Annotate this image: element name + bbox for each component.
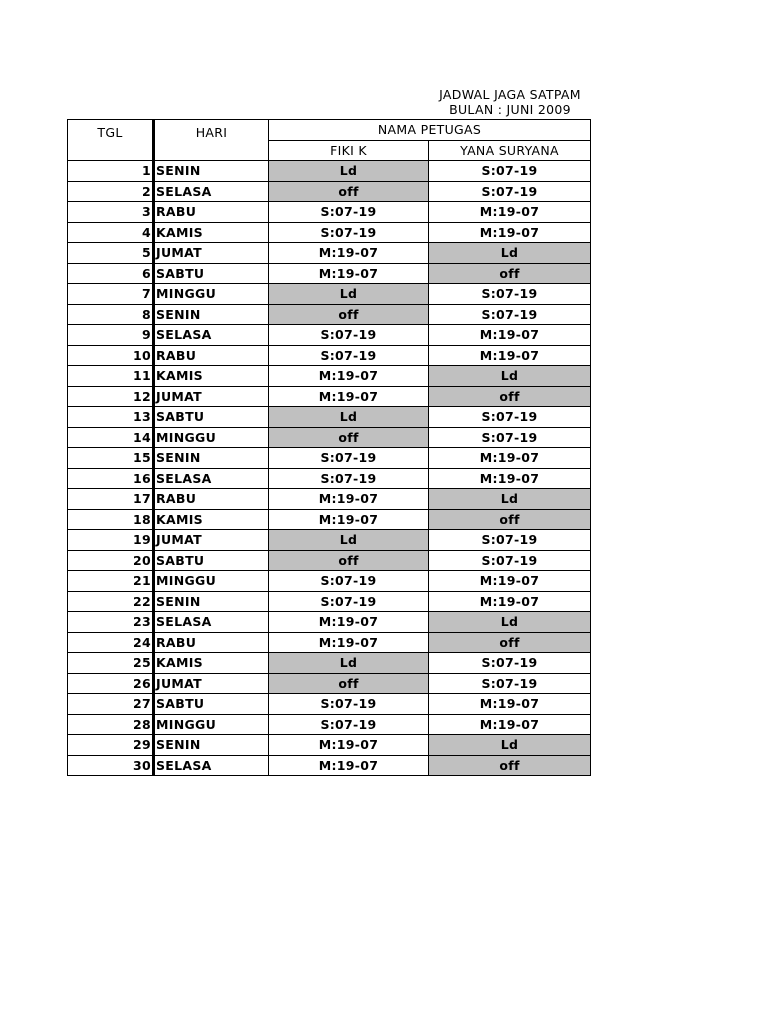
table-row xyxy=(68,325,591,346)
cell-hari: MINGGU xyxy=(154,427,269,448)
cell-tgl: 4 xyxy=(68,222,154,243)
cell-fiki-shift: M:19-07 xyxy=(269,489,429,510)
table-row xyxy=(68,755,591,776)
cell-tgl: 17 xyxy=(68,489,154,510)
cell-hari: SABTU xyxy=(154,407,269,428)
table-row xyxy=(68,284,591,305)
cell-hari: KAMIS xyxy=(154,222,269,243)
table-row xyxy=(68,345,591,366)
cell-fiki-shift: S:07-19 xyxy=(269,448,429,469)
header-row-top xyxy=(68,120,591,141)
cell-hari: SENIN xyxy=(154,304,269,325)
cell-fiki-shift: M:19-07 xyxy=(269,755,429,776)
cell-fiki-shift: off xyxy=(269,304,429,325)
cell-hari: SABTU xyxy=(154,694,269,715)
cell-yana-shift: M:19-07 xyxy=(429,202,591,223)
table-row xyxy=(68,222,591,243)
cell-hari: KAMIS xyxy=(154,509,269,530)
cell-tgl: 10 xyxy=(68,345,154,366)
table-row xyxy=(68,243,591,264)
cell-hari: SELASA xyxy=(154,468,269,489)
cell-fiki-shift: M:19-07 xyxy=(269,735,429,756)
cell-yana-shift: S:07-19 xyxy=(429,181,591,202)
table-row xyxy=(68,263,591,284)
table-row xyxy=(68,448,591,469)
table-row xyxy=(68,673,591,694)
cell-hari: SENIN xyxy=(154,591,269,612)
schedule-month: BULAN : JUNI 2009 xyxy=(449,102,571,117)
cell-tgl: 9 xyxy=(68,325,154,346)
cell-tgl: 30 xyxy=(68,755,154,776)
schedule-table xyxy=(67,119,591,776)
cell-hari: SENIN xyxy=(154,161,269,182)
cell-tgl: 25 xyxy=(68,653,154,674)
schedule-body xyxy=(68,161,591,776)
table-row xyxy=(68,304,591,325)
cell-hari: MINGGU xyxy=(154,714,269,735)
cell-yana-shift: M:19-07 xyxy=(429,448,591,469)
table-row xyxy=(68,550,591,571)
cell-hari: SENIN xyxy=(154,448,269,469)
cell-yana-shift: S:07-19 xyxy=(429,407,591,428)
cell-hari: RABU xyxy=(154,202,269,223)
cell-tgl: 26 xyxy=(68,673,154,694)
cell-hari: JUMAT xyxy=(154,243,269,264)
cell-fiki-shift: S:07-19 xyxy=(269,325,429,346)
cell-hari: SELASA xyxy=(154,755,269,776)
cell-tgl: 7 xyxy=(68,284,154,305)
cell-yana-shift: S:07-19 xyxy=(429,284,591,305)
table-row xyxy=(68,489,591,510)
cell-tgl: 22 xyxy=(68,591,154,612)
cell-tgl: 11 xyxy=(68,366,154,387)
cell-hari: JUMAT xyxy=(154,386,269,407)
cell-yana-shift: off xyxy=(429,263,591,284)
cell-hari: RABU xyxy=(154,489,269,510)
cell-tgl: 2 xyxy=(68,181,154,202)
cell-yana-shift: M:19-07 xyxy=(429,468,591,489)
cell-hari: SABTU xyxy=(154,263,269,284)
cell-hari: JUMAT xyxy=(154,673,269,694)
cell-fiki-shift: S:07-19 xyxy=(269,468,429,489)
cell-tgl: 1 xyxy=(68,161,154,182)
table-row xyxy=(68,530,591,551)
cell-fiki-shift: S:07-19 xyxy=(269,571,429,592)
table-row xyxy=(68,694,591,715)
table-row xyxy=(68,407,591,428)
cell-yana-shift: S:07-19 xyxy=(429,550,591,571)
cell-fiki-shift: Ld xyxy=(269,284,429,305)
cell-tgl: 15 xyxy=(68,448,154,469)
cell-yana-shift: off xyxy=(429,509,591,530)
cell-yana-shift: Ld xyxy=(429,243,591,264)
cell-fiki-shift: off xyxy=(269,181,429,202)
cell-yana-shift: M:19-07 xyxy=(429,571,591,592)
cell-hari: JUMAT xyxy=(154,530,269,551)
cell-tgl: 23 xyxy=(68,612,154,633)
table-row xyxy=(68,468,591,489)
table-row xyxy=(68,161,591,182)
cell-fiki-shift: M:19-07 xyxy=(269,509,429,530)
cell-yana-shift: M:19-07 xyxy=(429,325,591,346)
cell-tgl: 20 xyxy=(68,550,154,571)
column-header-nama-petugas: NAMA PETUGAS xyxy=(269,120,591,141)
table-row xyxy=(68,181,591,202)
cell-tgl: 12 xyxy=(68,386,154,407)
cell-fiki-shift: M:19-07 xyxy=(269,243,429,264)
cell-fiki-shift: S:07-19 xyxy=(269,345,429,366)
cell-hari: SELASA xyxy=(154,181,269,202)
table-row xyxy=(68,735,591,756)
cell-tgl: 19 xyxy=(68,530,154,551)
cell-yana-shift: M:19-07 xyxy=(429,694,591,715)
table-row xyxy=(68,386,591,407)
table-row xyxy=(68,509,591,530)
cell-tgl: 3 xyxy=(68,202,154,223)
table-row xyxy=(68,571,591,592)
table-row xyxy=(68,612,591,633)
cell-yana-shift: off xyxy=(429,755,591,776)
cell-fiki-shift: S:07-19 xyxy=(269,714,429,735)
cell-yana-shift: M:19-07 xyxy=(429,222,591,243)
cell-fiki-shift: off xyxy=(269,427,429,448)
column-header-fiki: FIKI K xyxy=(269,140,429,161)
cell-fiki-shift: M:19-07 xyxy=(269,386,429,407)
cell-hari: KAMIS xyxy=(154,653,269,674)
cell-fiki-shift: M:19-07 xyxy=(269,366,429,387)
cell-yana-shift: off xyxy=(429,632,591,653)
cell-tgl: 18 xyxy=(68,509,154,530)
cell-yana-shift: S:07-19 xyxy=(429,653,591,674)
cell-yana-shift: M:19-07 xyxy=(429,345,591,366)
cell-yana-shift: S:07-19 xyxy=(429,161,591,182)
cell-hari: MINGGU xyxy=(154,571,269,592)
table-row xyxy=(68,366,591,387)
cell-hari: RABU xyxy=(154,345,269,366)
cell-yana-shift: Ld xyxy=(429,735,591,756)
table-row xyxy=(68,632,591,653)
cell-fiki-shift: M:19-07 xyxy=(269,612,429,633)
cell-fiki-shift: Ld xyxy=(269,530,429,551)
cell-hari: MINGGU xyxy=(154,284,269,305)
cell-yana-shift: off xyxy=(429,386,591,407)
table-row xyxy=(68,591,591,612)
cell-tgl: 21 xyxy=(68,571,154,592)
cell-fiki-shift: Ld xyxy=(269,653,429,674)
cell-hari: KAMIS xyxy=(154,366,269,387)
cell-hari: SENIN xyxy=(154,735,269,756)
cell-hari: SELASA xyxy=(154,612,269,633)
cell-tgl: 8 xyxy=(68,304,154,325)
cell-tgl: 16 xyxy=(68,468,154,489)
column-header-tgl: TGL xyxy=(68,120,154,161)
cell-fiki-shift: off xyxy=(269,550,429,571)
cell-tgl: 27 xyxy=(68,694,154,715)
cell-fiki-shift: S:07-19 xyxy=(269,222,429,243)
cell-fiki-shift: S:07-19 xyxy=(269,591,429,612)
cell-yana-shift: Ld xyxy=(429,489,591,510)
cell-tgl: 6 xyxy=(68,263,154,284)
cell-tgl: 29 xyxy=(68,735,154,756)
cell-yana-shift: S:07-19 xyxy=(429,530,591,551)
cell-tgl: 14 xyxy=(68,427,154,448)
cell-hari: SELASA xyxy=(154,325,269,346)
schedule-title: JADWAL JAGA SATPAM xyxy=(439,87,581,102)
cell-yana-shift: Ld xyxy=(429,366,591,387)
cell-fiki-shift: Ld xyxy=(269,407,429,428)
cell-tgl: 5 xyxy=(68,243,154,264)
cell-yana-shift: M:19-07 xyxy=(429,591,591,612)
cell-fiki-shift: M:19-07 xyxy=(269,263,429,284)
cell-tgl: 28 xyxy=(68,714,154,735)
table-row xyxy=(68,714,591,735)
cell-fiki-shift: off xyxy=(269,673,429,694)
cell-yana-shift: S:07-19 xyxy=(429,304,591,325)
column-header-yana: YANA SURYANA xyxy=(429,140,591,161)
cell-fiki-shift: M:19-07 xyxy=(269,632,429,653)
column-header-hari: HARI xyxy=(154,120,269,161)
cell-yana-shift: S:07-19 xyxy=(429,427,591,448)
cell-fiki-shift: S:07-19 xyxy=(269,694,429,715)
cell-tgl: 13 xyxy=(68,407,154,428)
table-row xyxy=(68,202,591,223)
cell-fiki-shift: Ld xyxy=(269,161,429,182)
cell-tgl: 24 xyxy=(68,632,154,653)
cell-yana-shift: Ld xyxy=(429,612,591,633)
table-row xyxy=(68,427,591,448)
cell-fiki-shift: S:07-19 xyxy=(269,202,429,223)
table-row xyxy=(68,653,591,674)
cell-hari: SABTU xyxy=(154,550,269,571)
cell-hari: RABU xyxy=(154,632,269,653)
cell-yana-shift: M:19-07 xyxy=(429,714,591,735)
cell-yana-shift: S:07-19 xyxy=(429,673,591,694)
